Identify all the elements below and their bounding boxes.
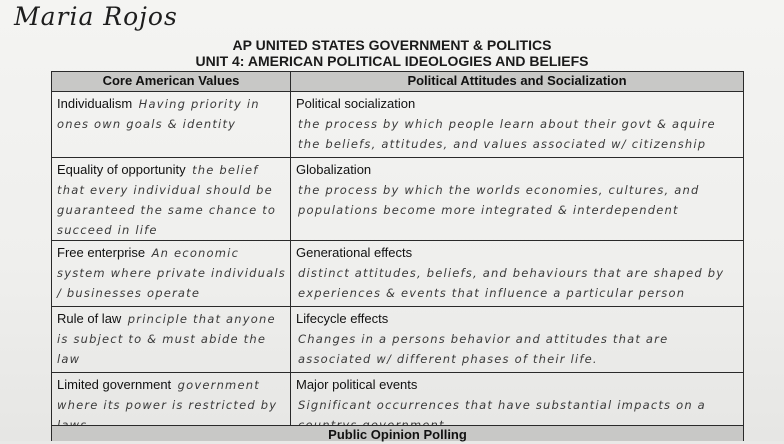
handwritten-answer: An economic system where private individuals / businesses operate: [57, 246, 286, 300]
handwritten-answer: Significant occurrences that have substantial impacts on a: [298, 398, 706, 412]
handwritten-answer: the process by which people learn about their govt & aquire the beliefs, attitudes, and values associated w/ citizenship: [298, 117, 716, 151]
vocabulary-table: [51, 71, 744, 439]
table-cell: [52, 158, 291, 241]
table-row: [52, 307, 744, 373]
table-row: [52, 92, 744, 158]
handwritten-answer: the belief that every individual should be guaranteed the same chance to succeed in life: [57, 163, 277, 237]
table-cell: [291, 307, 744, 373]
handwritten-answer: distinct attitudes, beliefs, and behaviours that are shaped by experiences & events that influence a particular person: [298, 266, 725, 300]
column-header-political-attitudes: Political Attitudes and Socialization: [291, 72, 744, 92]
worksheet-subtitle: UNIT 4: AMERICAN POLITICAL IDEOLOGIES AND BELIEFS: [195, 53, 589, 69]
term-label: Globalization: [296, 162, 372, 177]
term-label: Limited government: [57, 377, 172, 392]
table-header-row: [52, 72, 744, 92]
section-header-public-opinion-polling: Public Opinion Polling: [51, 425, 744, 441]
term-label: Rule of law: [57, 311, 122, 326]
table-cell: [291, 92, 744, 158]
term-label: Equality of opportunity: [57, 162, 186, 177]
handwritten-answer: government where its power is restricted by: [57, 378, 278, 412]
handwritten-answer: the process by which the worlds economies, cultures, and populations become more integrated & interdependent: [298, 183, 700, 217]
table-cell: [52, 307, 291, 373]
term-label: Individualism: [57, 96, 133, 111]
term-label: Free enterprise: [57, 245, 146, 260]
term-label: Generational effects: [296, 245, 413, 260]
handwritten-answer: principle that anyone is subject to & must abide the law: [57, 312, 276, 366]
handwritten-answer: Changes in a persons behavior and attitudes that are associated w/ different phases of their life.: [298, 332, 669, 366]
table-cell: [52, 92, 291, 158]
table-row: [52, 241, 744, 307]
table-cell: [52, 241, 291, 307]
student-name: Maria Rojos: [14, 2, 178, 31]
term-label: Political socialization: [296, 96, 416, 111]
table-cell: [291, 158, 744, 241]
table-cell: [291, 241, 744, 307]
handwritten-answer: Having priority in ones own goals & identity: [57, 97, 260, 131]
worksheet-title: AP UNITED STATES GOVERNMENT & POLITICS: [232, 37, 552, 53]
column-header-core-values: Core American Values: [52, 72, 291, 92]
term-label: Major political events: [296, 377, 418, 392]
term-label: Lifecycle effects: [296, 311, 389, 326]
table-row: [52, 158, 744, 241]
